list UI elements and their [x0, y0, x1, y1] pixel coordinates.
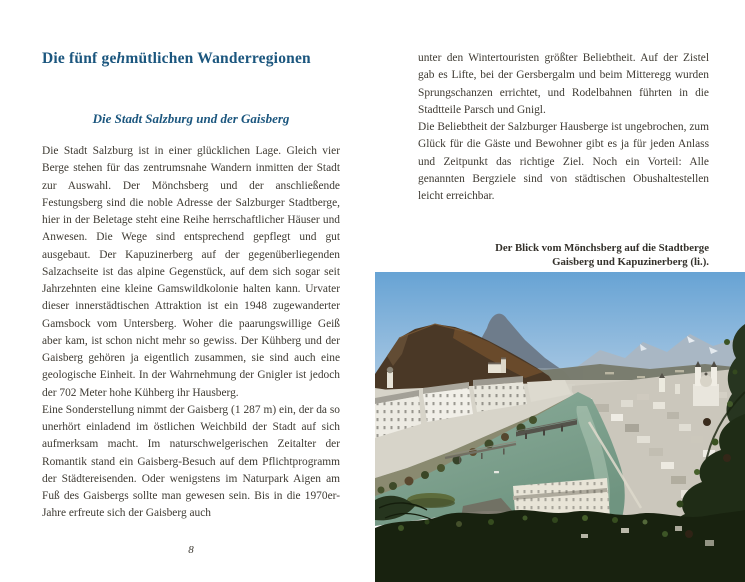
photo-caption-line-2: Gaisberg und Kapuzinerberg (li.). [552, 255, 709, 268]
right-paragraph-1: unter den Wintertouristen größter Beliebtheit. Auf der Zistel gab es Lifte, bei der Gersbergalm und beim Mitteregg wurden Sprungschanzen errichtet, und Rodelbahnen führten in die Stadtteile Parsch und Gnigl. [418, 52, 709, 116]
photo-illustration [375, 272, 745, 582]
section-subheading: Die Stadt Salzburg und der Gaisberg [92, 111, 290, 126]
chapter-heading-italic-h: h [116, 50, 126, 67]
photo-caption-line-1: Der Blick vom Mönchsberg auf die Stadtberge [495, 242, 709, 254]
left-paragraph-2: Eine Sonderstellung nimmt der Gaisberg (1 287 m) ein, der da so unerhört einladend im östlichen Weichbild der Stadt auf sich aufmerksam macht. Im naturschwelgerischen Zeitalter der Romantik stand ein Gaisberg-Besuch auf dem Pflichtprogramm der Städtereisenden. Oder wenigstens im Naturpark Aigen am Fuß des Gaisbergs sollte man gewesen sein. Bis in die 1970er-Jahre erfreute sich der Gaisberg auch [42, 403, 340, 520]
left-paragraph-1: Die Stadt Salzburg ist in einer glücklichen Lage. Gleich vier Berge stehen für das zentrumsnahe Wandern inmitten der Stadt zur Auswahl. Der Mönchsberg und der anschließende Festungsberg sind die noble Adresse der Salzburger Stadtberge, hier in der Beletage steht eine Reihe herrschaftlicher Häuser und Anwesen. Die Wege sind entsprechend gepflegt und gut ausgebaut. Der Kapuzinerberg auf der gegenüberliegenden Salzachseite ist das alpine Gegenstück, auf dem sich sogar seit Jahrzehnten eine kleine Gamswildkolonie halten kann. Urvater dieser innerstädtischen Attraktion ist ein 1948 zugewanderter Gamsbock vom Untersberg. Woher die paarungswillige Geiß aber kam, ist schon nicht mehr so gewiss. Der Kühberg und der Gaisberg gehören ja eigentlich zusammen, sie sind auch eine geologische Einheit. In der Wahrnehmung der Gnigler ist jedoch der 702 Meter hohe Kühberg ihr Hausberg. [42, 145, 340, 399]
chapter-heading-part1: Die fünf ge [42, 50, 117, 67]
salzburg-panorama-photo [375, 272, 745, 582]
page-number: 8 [188, 544, 194, 556]
right-paragraph-2: Die Beliebtheit der Salzburger Hausberge ist ungebrochen, zum Glück für die Gäste und Bewohner gibt es ja für jeden Anlass und Zeitpunkt das richtige Ziel. Noch ein Vorteil: Alle genannten Bergziele sind von städtischen Obushaltestellen leicht erreichbar. [418, 121, 709, 202]
right-body-text [418, 50, 709, 205]
photo-caption [398, 242, 709, 269]
chapter-heading [42, 50, 352, 68]
chapter-heading-part3: mütlichen Wanderregionen [125, 50, 311, 67]
left-body-text [42, 143, 340, 523]
